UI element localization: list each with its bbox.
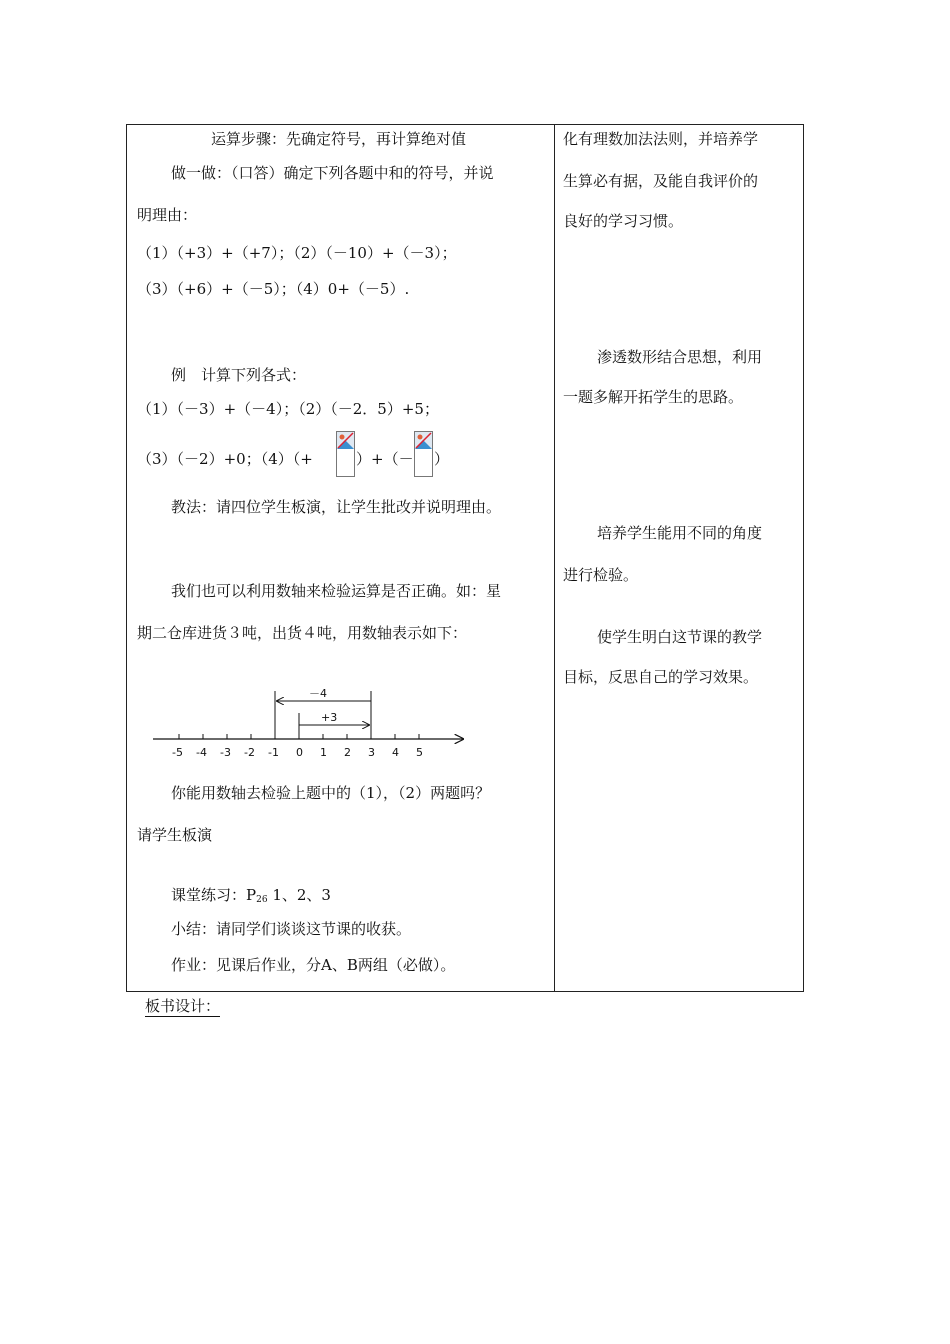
number-line-intro: 我们也可以利用数轴来检验运算是否正确。如：星 bbox=[171, 582, 502, 600]
goal-text-3: 良好的学习习惯。 bbox=[563, 212, 684, 230]
homework-text: 作业：见课后作业，分A、B两组（必做）。 bbox=[171, 956, 456, 974]
example-line-2b: ）+（－ bbox=[356, 450, 414, 468]
axis-tick-label: 3 bbox=[368, 746, 375, 759]
minus-arrow-label: －4 bbox=[309, 687, 327, 700]
column-divider bbox=[554, 125, 555, 991]
goal-text-7: 进行检验。 bbox=[563, 566, 639, 584]
example-line-1: （1）（－3）+（－4）；（2）（－2．5）+5； bbox=[137, 400, 439, 418]
axis-tick-label: 5 bbox=[416, 746, 423, 759]
number-line-intro-cont: 期二仓库进货３吨，出货４吨，用数轴表示如下： bbox=[137, 624, 468, 642]
axis-tick-label: -1 bbox=[268, 746, 279, 759]
axis-tick-label: 0 bbox=[296, 746, 303, 759]
exercise-line-1: （1）（+3）+（+7）；（2）（－10）+（－3）； bbox=[137, 244, 457, 262]
image-icon bbox=[337, 432, 354, 449]
practice-label: 课堂练习：P bbox=[171, 886, 257, 904]
goal-text-5: 一题多解开拓学生的思路。 bbox=[563, 388, 744, 406]
number-line-diagram bbox=[151, 687, 469, 763]
board-design-heading: 板书设计： bbox=[145, 997, 221, 1015]
goal-text-6: 培养学生能用不同的角度 bbox=[597, 524, 763, 542]
axis-tick-label: 2 bbox=[344, 746, 351, 759]
axis-tick-label: 1 bbox=[320, 746, 327, 759]
try-it-text: 做一做：（口答）确定下列各题中和的符号，并说 bbox=[171, 164, 494, 182]
goal-text-4: 渗透数形结合思想，利用 bbox=[597, 348, 763, 366]
axis-tick-label: -2 bbox=[244, 746, 255, 759]
try-it-text-cont: 明理由： bbox=[137, 206, 198, 224]
example-line-2a: （3）（－2）+0；（4）（+ bbox=[137, 450, 313, 468]
fraction-image-1 bbox=[336, 431, 355, 477]
page-subscript: 26 bbox=[256, 895, 268, 905]
plus-arrow-label: +3 bbox=[321, 711, 338, 724]
lesson-plan-table bbox=[126, 124, 804, 992]
axis-tick-label: -4 bbox=[196, 746, 207, 759]
axis-tick-label: 4 bbox=[392, 746, 399, 759]
example-heading: 例 计算下列各式： bbox=[171, 366, 307, 384]
axis-tick-label: -3 bbox=[220, 746, 231, 759]
goal-text-1: 化有理数加法法则，并培养学 bbox=[563, 130, 759, 148]
steps-text: 运算步骤：先确定符号，再计算绝对值 bbox=[211, 130, 467, 148]
goal-text-9: 目标，反思自己的学习效果。 bbox=[563, 668, 759, 686]
exercise-line-2: （3）（+6）+（－5）；（4）0+（－5）. bbox=[137, 280, 410, 298]
goal-text-2: 生算必有据，及能自我评价的 bbox=[563, 172, 759, 190]
axis-tick-label: -5 bbox=[172, 746, 183, 759]
axis-tick-labels bbox=[172, 746, 423, 759]
method-text: 教法：请四位学生板演，让学生批改并说明理由。 bbox=[171, 498, 502, 516]
practice-text bbox=[171, 885, 331, 910]
practice-items: 1、2、3 bbox=[267, 886, 331, 904]
fraction-image-2 bbox=[414, 431, 433, 477]
example-line-2c: ） bbox=[434, 450, 450, 468]
board-work-text: 请学生板演 bbox=[137, 826, 213, 844]
image-icon bbox=[415, 432, 432, 449]
summary-text: 小结：请同学们谈谈这节课的收获。 bbox=[171, 920, 412, 938]
question-text: 你能用数轴去检验上题中的（1），（2）两题吗？ bbox=[171, 784, 491, 802]
goal-text-8: 使学生明白这节课的教学 bbox=[597, 628, 763, 646]
